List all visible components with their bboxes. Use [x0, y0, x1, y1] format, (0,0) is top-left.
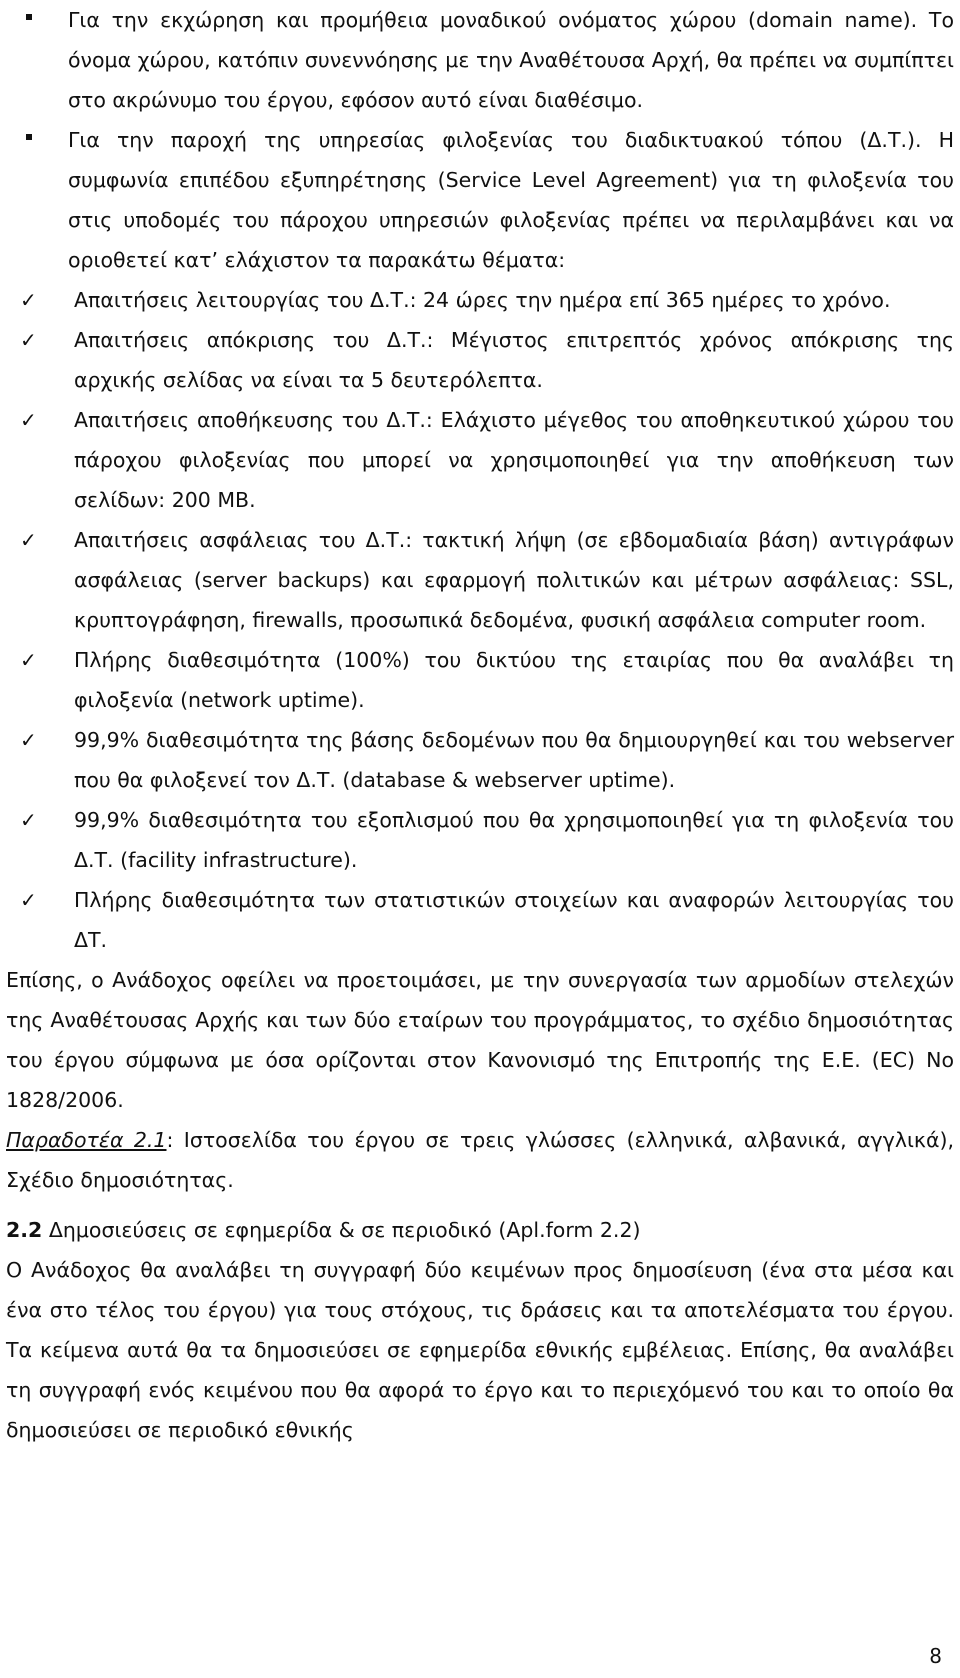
checkmark-icon: ✓ [20, 408, 37, 432]
check-item-database-uptime [6, 720, 954, 800]
check-item-text: Απαιτήσεις λειτουργίας του Δ.Τ.: 24 ώρες την ημέρα επί 365 ημέρες το χρόνο. [74, 288, 891, 312]
checkmark-icon: ✓ [20, 888, 37, 912]
checkmark-icon: ✓ [20, 328, 37, 352]
bullet-domain-name [6, 0, 954, 120]
deliverable-label: Παραδοτέα 2.1 [6, 1128, 167, 1152]
square-bullet-icon [26, 134, 32, 140]
square-bullet-icon [26, 14, 32, 20]
bullet-hosting-service [6, 120, 954, 280]
check-item-text: Απαιτήσεις απόκρισης του Δ.Τ.: Μέγιστος επιτρεπτός χρόνος απόκρισης της αρχικής σελίδας να είναι τα 5 δευτερόλεπτα. [74, 328, 954, 392]
checkmark-icon: ✓ [20, 648, 37, 672]
bullet-text: Για την εκχώρηση και προμήθεια μοναδικού ονόματος χώρου (domain name). Το όνομα χώρου, κατόπιν συνεννόησης με την Αναθέτουσα Αρχή, θα πρέπει να συμπίπτει στο ακρώνυμο του έργου, εφόσον αυτό είναι διαθέσιμο. [68, 8, 954, 112]
document-page [6, 0, 954, 1450]
deliverable-text: : Ιστοσελίδα του έργου σε τρεις γλώσσες (ελληνικά, αλβανικά, αγγλικά), Σχέδιο δημοσιότητας. [6, 1128, 954, 1192]
checkmark-icon: ✓ [20, 528, 37, 552]
check-item-facility [6, 800, 954, 880]
paragraph-publications: Ο Ανάδοχος θα αναλάβει τη συγγραφή δύο κειμένων προς δημοσίευση (ένα στα μέσα και ένα στο τέλος του έργου) για τους στόχους, τις δράσεις και τα αποτελέσματα του έργου. Τα κείμενα αυτά θα τα δημοσιεύσει σε εφημερίδα εθνικής εμβέλειας. Επίσης, θα αναλάβει τη συγγραφή ενός κειμένου που θα αφορά το έργο και το περιεχόμενό του και το οποίο θα δημοσιεύσει σε περιοδικό εθνικής [6, 1258, 954, 1442]
check-item-security [6, 520, 954, 640]
check-item-text: Πλήρης διαθεσιμότητα των στατιστικών στοιχείων και αναφορών λειτουργίας του ΔΤ. [74, 888, 954, 952]
checkmark-icon: ✓ [20, 728, 37, 752]
section-number: 2.2 [6, 1218, 43, 1242]
check-item-network-uptime [6, 640, 954, 720]
check-item-text: Απαιτήσεις ασφάλειας του Δ.Τ.: τακτική λήψη (σε εβδομαδιαία βάση) αντιγράφων ασφάλειας (server backups) και εφαρμογή πολιτικών και μέτρων ασφάλειας: SSL, κρυπτογράφηση, firewalls, προσωπικά δεδομένα, φυσική ασφάλεια computer room. [74, 528, 954, 632]
spacer [6, 1200, 954, 1210]
page-number: 8 [929, 1644, 942, 1668]
bullet-text: Για την παροχή της υπηρεσίας φιλοξενίας του διαδικτυακού τόπου (Δ.Τ.). Η συμφωνία επιπέδου εξυπηρέτησης (Service Level Agreement) για τη φιλοξενία του στις υποδομές του πάροχου υπηρεσιών φιλοξενίας πρέπει να περιλαμβάνει και να οριοθετεί κατ’ ελάχιστον τα παρακάτω θέματα: [68, 128, 954, 272]
paragraph-publicity-plan: Επίσης, ο Ανάδοχος οφείλει να προετοιμάσει, με την συνεργασία των αρμοδίων στελεχών της Αναθέτουσας Αρχής και των δύο εταίρων του προγράμματος, το σχέδιο δημοσιότητας του έργου σύμφωνα με όσα ορίζονται στον Κανονισμό της Επιτροπής της Ε.Ε. (EC) No 1828/2006. [6, 968, 954, 1112]
checkmark-icon: ✓ [20, 808, 37, 832]
check-item-operation [6, 280, 954, 320]
check-item-text: 99,9% διαθεσιμότητα της βάσης δεδομένων που θα δημιουργηθεί και του webserver που θα φιλοξενεί τον Δ.Τ. (database & webserver uptime). [74, 728, 954, 792]
section-heading [6, 1210, 954, 1250]
check-item-text: Πλήρης διαθεσιμότητα (100%) του δικτύου της εταιρίας που θα αναλάβει τη φιλοξενία (network uptime). [74, 648, 954, 712]
check-item-response [6, 320, 954, 400]
check-item-storage [6, 400, 954, 520]
check-item-text: Απαιτήσεις αποθήκευσης του Δ.Τ.: Ελάχιστο μέγεθος του αποθηκευτικού χώρου του πάροχου φιλοξενίας που μπορεί να χρησιμοποιηθεί για την αποθήκευση των σελίδων: 200 MB. [74, 408, 954, 512]
checkmark-icon: ✓ [20, 288, 37, 312]
check-item-statistics [6, 880, 954, 960]
check-item-text: 99,9% διαθεσιμότητα του εξοπλισμού που θα χρησιμοποιηθεί για τη φιλοξενία του Δ.Τ. (facility infrastructure). [74, 808, 954, 872]
section-title: Δημοσιεύσεις σε εφημερίδα & σε περιοδικό (Apl.form 2.2) [42, 1218, 641, 1242]
deliverable-line [6, 1120, 954, 1200]
